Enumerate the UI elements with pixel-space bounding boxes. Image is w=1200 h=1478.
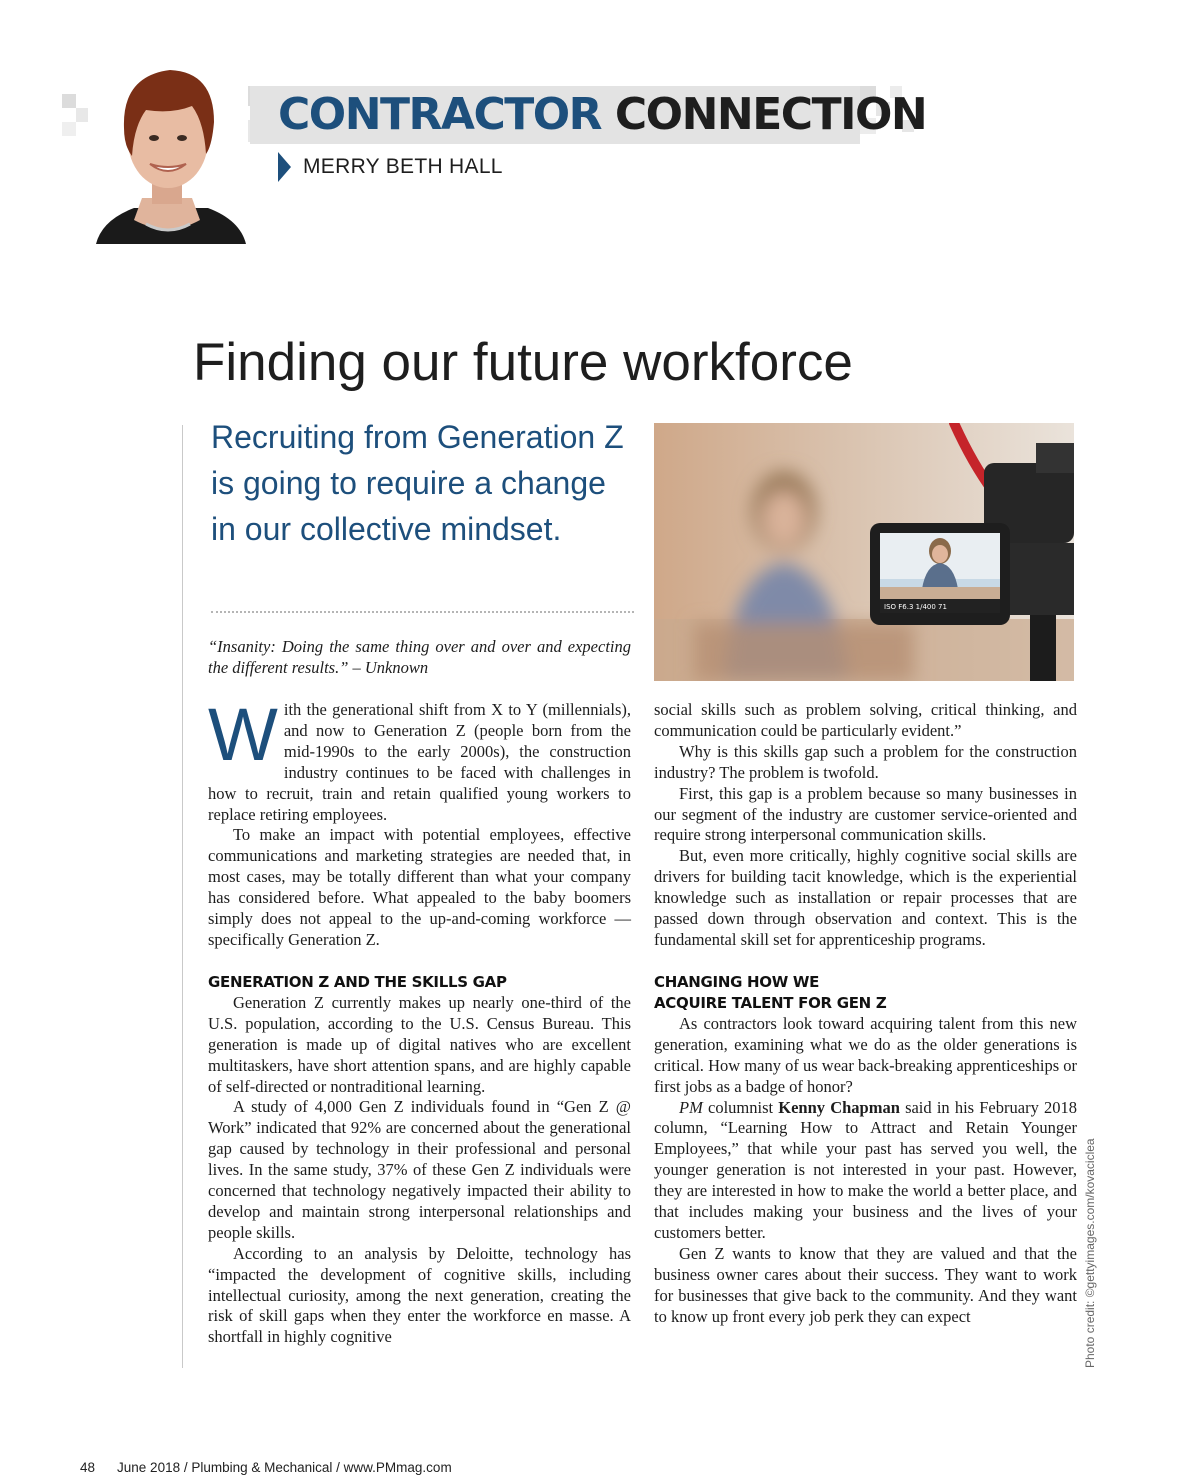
- column-title-part2: CONNECTION: [614, 89, 927, 140]
- chevron-right-icon: [278, 152, 291, 182]
- paragraph: Gen Z wants to know that they are valued and that the business owner cares about their success. They want to work for businesses that give back to the community. And they want to know up front every job perk they can expect: [654, 1243, 1077, 1326]
- paragraph: First, this gap is a problem because so many businesses in our segment of the industry are customer service-oriented and require strong interpersonal communication skills.: [654, 783, 1077, 845]
- issue-line: June 2018 / Plumbing & Mechanical / www.PMmag.com: [117, 1460, 452, 1475]
- photo-credit: Photo credit: ©gettyimages.com/kovaciclea: [1083, 1138, 1097, 1368]
- author-byline: [278, 152, 503, 182]
- paragraph: But, even more critically, highly cognitive social skills are drivers for building tacit knowledge, which is the experiential knowledge such as installation or repair processes that are passed down through observation and context. This is the fundamental skill set for apprenticeship programs.: [654, 846, 1077, 949]
- paragraph: As contractors look toward acquiring talent from this new generation, examining what we do as the older generations is critical. How many of us wear back-breaking apprenticeships or first jobs as a badge of honor?: [654, 1013, 1077, 1096]
- left-column: [208, 693, 631, 1348]
- article-headline: Finding our future workforce: [193, 333, 853, 392]
- person-name: Kenny Chapman: [778, 1097, 900, 1117]
- author-name: MERRY BETH HALL: [303, 155, 503, 178]
- paragraph: [654, 1098, 1077, 1244]
- paragraph-text: said in his February 2018 column, “Learning How to Attract and Retain Younger Employees,” that while your past has served you well, the younger generation is not interested in your past. However, they are interested in how to make the world a better place, and that includes making your business and the lives of your customers better.: [654, 1097, 1077, 1242]
- right-column: [654, 700, 1077, 1327]
- epigraph-quote: “Insanity: Doing the same thing over and over and expecting the different results.” – Unknown: [208, 637, 631, 677]
- paragraph: Why is this skills gap such a problem for the construction industry? The problem is twofold.: [654, 741, 1077, 782]
- column-title-part1: CONTRACTOR: [278, 89, 602, 140]
- author-portrait: [88, 48, 248, 244]
- paragraph: A study of 4,000 Gen Z individuals found in “Gen Z @ Work” indicated that 92% are concerned about the generational gap caused by technology in their professional and personal lives. In the same study, 37% of these Gen Z individuals were concerned that technology negatively impacted their ability to develop and maintain strong interpersonal relationships and people skills.: [208, 1097, 631, 1242]
- subhead: [654, 972, 1077, 1014]
- article-photo: [654, 423, 1074, 681]
- publication-name: PM: [679, 1097, 703, 1117]
- column-title: [278, 88, 926, 142]
- paragraph-text: columnist: [702, 1097, 779, 1117]
- page-footer: [80, 1460, 452, 1478]
- paragraph: [208, 693, 631, 825]
- subhead: GENERATION Z AND THE SKILLS GAP: [208, 972, 507, 991]
- paragraph: Generation Z currently makes up nearly one-third of the U.S. population, according to the U.S. Census Bureau. This generation is made up of digital natives who are excellent multitaskers, have short attention spans, and are highly capable of self-directed or nontraditional learning.: [208, 992, 631, 1096]
- paragraph: According to an analysis by Deloitte, technology has “impacted the development of cognitive skills, including intellectual curiosity, among the next generation, creating the risk of skill gaps when they enter the workforce en masse. A shortfall in highly cognitive: [208, 1243, 631, 1347]
- dotted-divider: [211, 611, 634, 613]
- subhead-line: ACQUIRE TALENT FOR GEN Z: [654, 993, 887, 1012]
- paragraph: To make an impact with potential employees, effective communications and marketing strategies are needed that, in most cases, may be totally different than what your company has considered before. What appealed to the baby boomers simply does not appeal to the up-and-coming workforce — specifically Generation Z.: [208, 825, 631, 949]
- drop-cap: W: [208, 693, 278, 776]
- article-deck: Recruiting from Generation Z is going to require a change in our collective mindset.: [211, 419, 624, 547]
- page-number: 48: [80, 1460, 96, 1475]
- paragraph: social skills such as problem solving, critical thinking, and communication could be particularly evident.”: [654, 700, 1077, 740]
- camera-screen-readout: ISO F6.3 1/400 71: [884, 603, 947, 611]
- paragraph-text: ith the generational shift from X to Y (millennials), and now to Generation Z (people born from the mid-1990s to the early 2000s), the construction industry continues to be faced with challenges in how to recruit, train and retain qualified young workers to replace retiring employees.: [208, 700, 631, 824]
- subhead-line: CHANGING HOW WE: [654, 972, 820, 991]
- left-vertical-rule: [182, 425, 183, 1368]
